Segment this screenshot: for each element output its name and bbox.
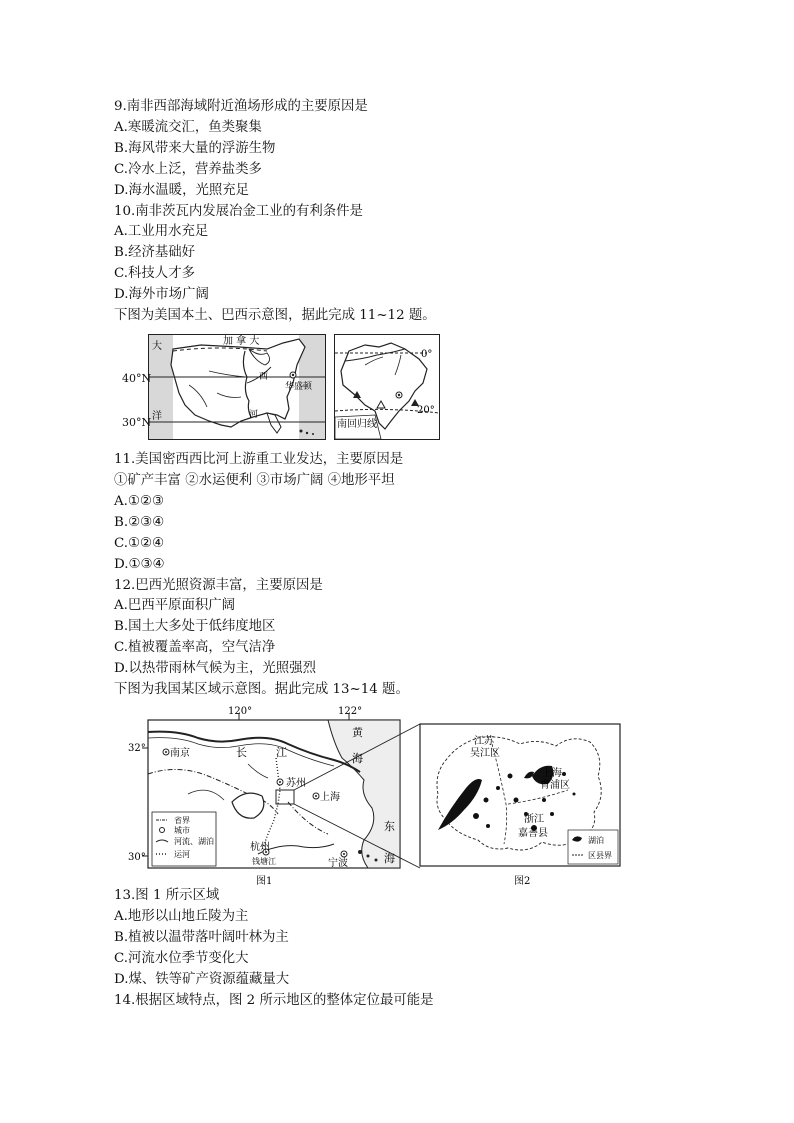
q12-option-b: B.国土大多处于低纬度地区 bbox=[114, 619, 276, 634]
intro-11-12: 下图为美国本土、巴西示意图，据此完成 11~12 题。 bbox=[114, 308, 436, 323]
fig1-label-lat30: 30° bbox=[128, 852, 146, 863]
fig1-label-lon120: 120° bbox=[228, 706, 253, 717]
q10-option-c: C.科技人才多 bbox=[114, 266, 195, 281]
fig1-label-suzhou: 苏州 bbox=[286, 778, 306, 789]
fig1-label-huang: 黄 bbox=[352, 726, 363, 739]
us-label-canada: 加 拿 大 bbox=[223, 336, 260, 347]
q13-option-c: C.河流水位季节变化大 bbox=[114, 951, 249, 966]
q12-option-d: D.以热带雨林气候为主，光照强烈 bbox=[114, 661, 316, 676]
us-lat-30: 30°N bbox=[122, 416, 152, 429]
fig1-label-qiantang: 钱塘江 bbox=[252, 857, 276, 866]
us-lat-40: 40°N bbox=[122, 372, 152, 385]
q13-option-d: D.煤、铁等矿产资源蕴藏量大 bbox=[114, 972, 290, 987]
q9-option-b: B.海风带来大量的浮游生物 bbox=[114, 141, 276, 156]
us-label-da: 大 bbox=[152, 341, 162, 352]
fig1-label-hai2: 海 bbox=[384, 852, 395, 865]
fig1-label-nanjing: 南京 bbox=[170, 748, 190, 759]
q11-option-b: B.②③④ bbox=[114, 515, 165, 530]
fig1-legend-river: 河流、湖泊 bbox=[174, 837, 214, 846]
q11-option-d: D.①③④ bbox=[114, 557, 165, 572]
q10-option-b: B.经济基础好 bbox=[114, 245, 196, 260]
q13-option-a: A.地形以山地丘陵为主 bbox=[114, 909, 249, 924]
fig1-legend-border: 省界 bbox=[174, 816, 190, 825]
us-label-washington: 华盛顿 bbox=[285, 382, 313, 392]
brazil-label-0: 0° bbox=[421, 349, 433, 360]
us-label-he: 河 bbox=[249, 410, 259, 420]
q9-option-d: D.海水温暖，光照充足 bbox=[114, 183, 250, 198]
us-map bbox=[148, 334, 326, 440]
q10-option-d: D.海外市场广阔 bbox=[114, 287, 209, 302]
q11-choices: ①矿产丰富 ②水运便利 ③市场广阔 ④地形平坦 bbox=[114, 473, 395, 488]
fig1-label-dong: 东 bbox=[384, 820, 395, 833]
fig2-label-jiangsu: 江苏 bbox=[474, 736, 494, 747]
fig2-legend-lake: 湖泊 bbox=[588, 836, 604, 845]
fig1-caption: 图1 bbox=[256, 876, 273, 886]
q10-option-a: A.工业用水充足 bbox=[114, 224, 209, 239]
q13-option-b: B.植被以温带落叶阔叶林为主 bbox=[114, 930, 289, 945]
fig2-caption: 图2 bbox=[514, 876, 531, 886]
fig1-label-chang: 长 bbox=[236, 746, 247, 759]
q10-stem: 10.南非茨瓦内发展冶金工业的有利条件是 bbox=[114, 204, 363, 219]
fig1-label-lat32: 32° bbox=[128, 743, 146, 754]
brazil-map bbox=[334, 334, 440, 440]
fig1-legend-city: 城市 bbox=[174, 826, 190, 835]
fig1-label-hai1: 海 bbox=[352, 752, 363, 765]
fig2-label-qingpu: 青浦区 bbox=[540, 780, 570, 791]
q11-option-a: A.①②③ bbox=[114, 494, 164, 509]
fig1-label-lon122: 122° bbox=[338, 706, 363, 717]
brazil-label-tropic: 南回归线 bbox=[337, 419, 377, 430]
q9-option-a: A.寒暖流交汇，鱼类聚集 bbox=[114, 120, 262, 135]
q12-option-c: C.植被覆盖率高，空气洁净 bbox=[114, 640, 276, 655]
fig2-legend-boundary: 区县界 bbox=[588, 851, 612, 860]
fig1-label-shanghai: 上海 bbox=[320, 792, 340, 803]
q9-stem: 9.南非西部海域附近渔场形成的主要原因是 bbox=[114, 99, 368, 114]
brazil-label-20: 20° bbox=[417, 405, 435, 416]
fig1-label-jiang: 江 bbox=[276, 746, 287, 759]
fig2-label-shanghai: 上海 bbox=[542, 768, 562, 779]
q9-option-c: C.冷水上泛，营养盐类多 bbox=[114, 162, 262, 177]
q12-stem: 12.巴西光照资源丰富，主要原因是 bbox=[114, 578, 323, 593]
fig2-label-zhejiang: 浙江 bbox=[524, 814, 544, 825]
fig1-label-hangzhou: 杭州 bbox=[250, 842, 270, 853]
q11-option-c: C.①②④ bbox=[114, 536, 165, 551]
q14-stem: 14.根据区域特点，图 2 所示地区的整体定位最可能是 bbox=[114, 993, 434, 1008]
fig1-label-ningbo: 宁波 bbox=[328, 858, 348, 869]
us-label-mi: 西 bbox=[259, 372, 269, 382]
fig2-label-jiashan: 嘉善县 bbox=[518, 828, 548, 839]
fig2-label-wujiang: 吴江区 bbox=[470, 748, 500, 759]
us-label-yang: 洋 bbox=[152, 411, 162, 422]
q11-stem: 11.美国密西西比河上游重工业发达，主要原因是 bbox=[114, 452, 404, 467]
intro-13-14: 下图为我国某区域示意图。据此完成 13~14 题。 bbox=[114, 682, 409, 697]
q12-option-a: A.巴西平原面积广阔 bbox=[114, 598, 236, 613]
region-figure bbox=[128, 704, 622, 886]
q13-stem: 13.图 1 所示区域 bbox=[114, 888, 220, 903]
fig1-legend-canal: 运河 bbox=[174, 850, 190, 859]
